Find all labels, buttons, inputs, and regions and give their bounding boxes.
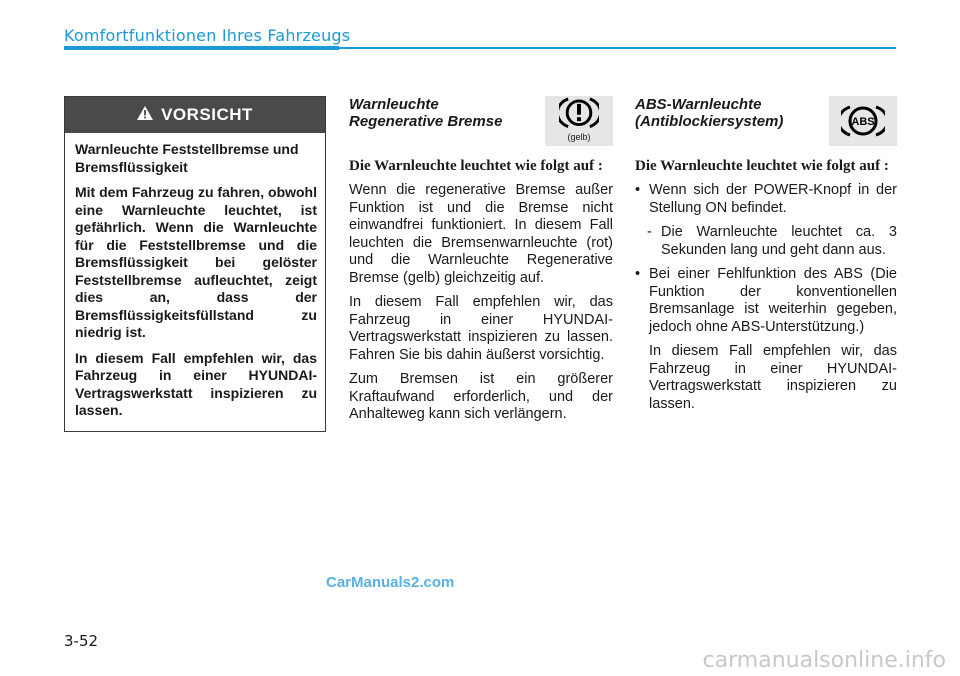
exclamation-circle-icon bbox=[559, 96, 599, 130]
header-rule-thick bbox=[64, 46, 339, 50]
abs-icon bbox=[841, 103, 885, 139]
dash-mark: - bbox=[647, 224, 652, 240]
regen-warning-icon-box bbox=[545, 96, 613, 146]
regen-paragraph: Zum Bremsen ist ein größerer Kraftaufwand erforderlich, und der Anhalteweg kann sich verlängern. bbox=[349, 371, 613, 422]
abs-subhead: Die Warnleuchte leuchtet wie folgt auf : bbox=[635, 158, 889, 174]
abs-indent-paragraph: In diesem Fall empfehlen wir, das Fahrzeug in einer HYUNDAI-Vertragswerkstatt inspizieren zu lassen. bbox=[649, 343, 897, 412]
watermark-link[interactable]: CarManuals2.com bbox=[326, 574, 455, 591]
regen-paragraph: In diesem Fall empfehlen wir, das Fahrzeug in einer HYUNDAI-Vertragswerkstatt inspizieren zu lassen. Fahren Sie bis dahin äußerst vorsichtig. bbox=[349, 294, 613, 363]
caution-box bbox=[64, 96, 326, 432]
regen-brake-title: Warnleuchte Regenerative Bremse bbox=[349, 96, 503, 130]
header-title: Komfortfunktionen Ihres Fahrzeugs bbox=[64, 26, 351, 45]
caution-header bbox=[65, 97, 325, 133]
abs-title: ABS-Warnleuchte (Antiblockiersystem) bbox=[635, 96, 784, 130]
abs-bullet: • Wenn sich der POWER-Knopf in der Stellung ON befindet. bbox=[635, 182, 897, 217]
page-number: 3-52 bbox=[64, 632, 99, 650]
abs-warning-icon-box bbox=[829, 96, 897, 146]
svg-text:ABS: ABS bbox=[851, 116, 875, 128]
watermark-site: carmanualsonline.info bbox=[702, 648, 946, 673]
abs-dash-item: - Die Warnleuchte leuchtet ca. 3 Sekunden lang und geht dann aus. bbox=[647, 224, 897, 258]
regen-paragraph: Wenn die regenerative Bremse außer Funktion ist und die Bremse nicht einwandfrei funktioniert. In diesem Fall leuchten die Bremsenwarnleuchte (rot) und die Warnleuchte Regenerative Bremse (gelb) gleichzeitig auf. bbox=[349, 182, 613, 286]
abs-bullet: • Bei einer Fehlfunktion des ABS (Die Funktion der konventionellen Bremsanlage ist weiterhin gegeben, jedoch ohne ABS-Unterstützung.) bbox=[635, 266, 897, 336]
abs-section bbox=[635, 96, 897, 413]
caution-body bbox=[65, 133, 325, 420]
caution-label: VORSICHT bbox=[161, 105, 253, 124]
caution-paragraph: Mit dem Fahrzeug zu fahren, obwohl eine Warnleuchte leuchtet, ist gefährlich. Wenn die Warnleuchte für die Feststellbremse und die Bremsflüssigkeit bei gelöster Feststellbremse aufleuchtet, zeigt dies an, dass der Bremsflüssigkeitsfüllstand zu niedrig ist. bbox=[75, 184, 317, 340]
regen-subhead: Die Warnleuchte leuchtet wie folgt auf : bbox=[349, 158, 603, 174]
header-rule-thin bbox=[339, 47, 896, 49]
caution-paragraph: In diesem Fall empfehlen wir, das Fahrzeug in einer HYUNDAI-Vertragswerkstatt inspizieren zu lassen. bbox=[75, 349, 317, 418]
regen-brake-section bbox=[349, 96, 613, 431]
icon-caption: (gelb) bbox=[567, 131, 591, 142]
caution-heading: Warnleuchte Feststellbremse und Bremsflüssigkeit bbox=[75, 141, 299, 175]
warning-triangle-icon bbox=[137, 105, 153, 125]
